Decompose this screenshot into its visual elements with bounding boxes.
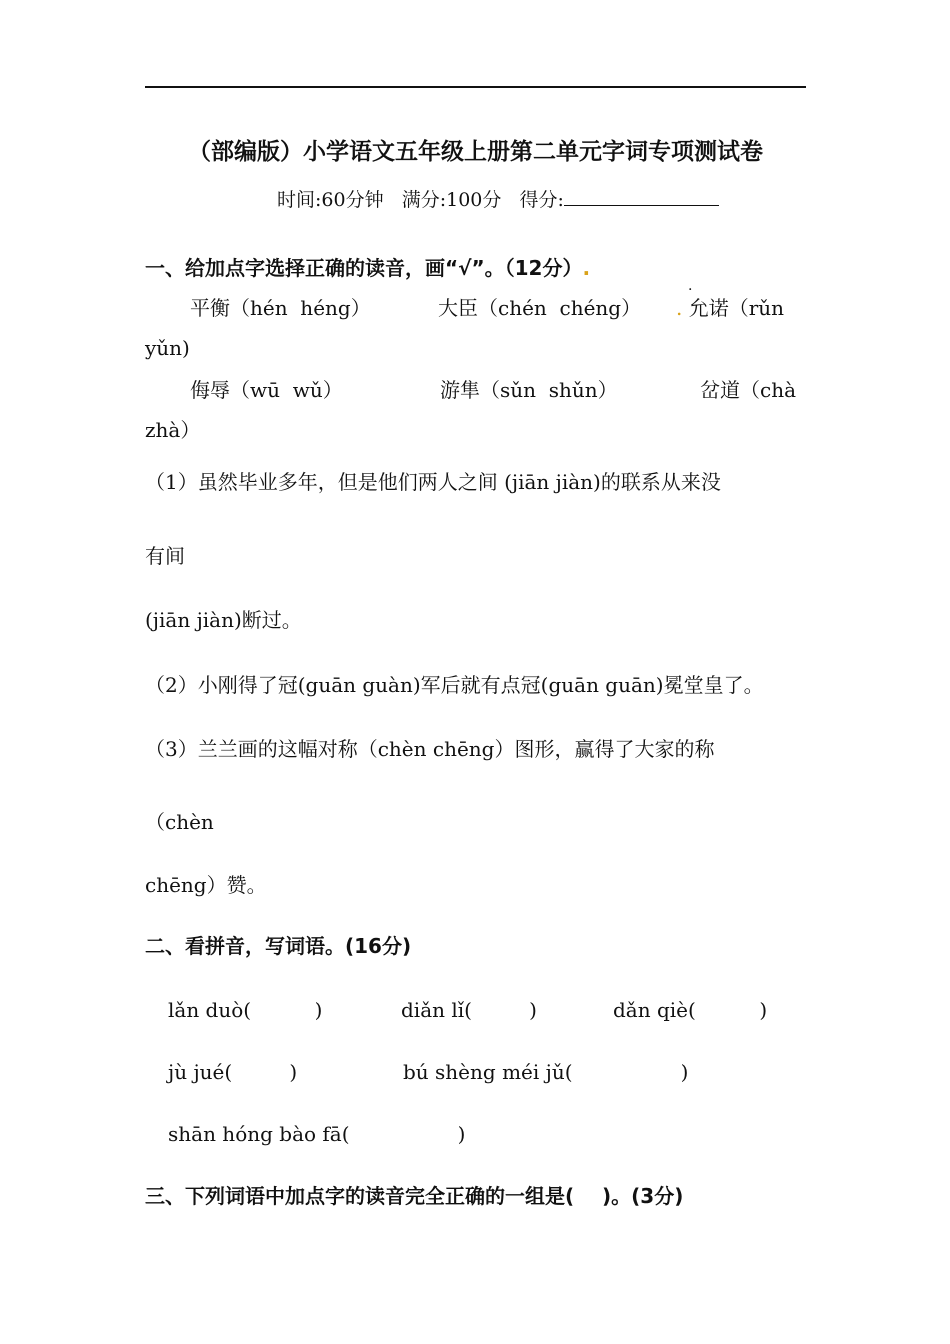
word-item-jujue[interactable]: jù jué( ) bbox=[168, 1060, 298, 1084]
exam-info bbox=[277, 187, 719, 212]
word-item-danqie[interactable]: dǎn qiè( ) bbox=[613, 998, 768, 1022]
word-item-bushengmeiju[interactable]: bú shèng méi jǔ( ) bbox=[403, 1060, 689, 1084]
question-2: （2）小刚得了冠(guān guàn)军后就有点冠(guān guān)冕堂皇了。 bbox=[145, 673, 764, 697]
pinyin-item-yousun: 游隼（sǔn shǔn） bbox=[440, 378, 618, 402]
question-1-line-2: 有间 bbox=[145, 544, 185, 568]
emphasis-dot: . bbox=[688, 278, 693, 294]
pinyin-item-yunnuo-wrap: yǔn) bbox=[145, 336, 190, 360]
pinyin-item-pingheng: 平衡（hén héng） bbox=[190, 296, 371, 320]
question-3-line-1: （3）兰兰画的这幅对称（chèn chēng）图形，赢得了大家的称 bbox=[145, 737, 715, 761]
section3-heading: 三、下列词语中加点字的读音完全正确的一组是( )。(3分) bbox=[145, 1184, 684, 1208]
question-3-line-3: chēng）赞。 bbox=[145, 873, 267, 897]
word-item-dianli[interactable]: diǎn lǐ( ) bbox=[401, 998, 537, 1022]
question-1-line-1: （1）虽然毕业多年，但是他们两人之间 (jiān jiàn)的联系从来没 bbox=[145, 470, 721, 494]
question-1-line-3: (jiān jiàn)断过。 bbox=[145, 608, 302, 632]
pinyin-item-chadao-wrap: zhà） bbox=[145, 418, 201, 442]
full-score: 满分:100分 bbox=[401, 189, 502, 211]
section1-heading: 一、给加点字选择正确的读音，画“√”。（12分）. bbox=[145, 256, 591, 280]
word-item-landuo[interactable]: lǎn duò( ) bbox=[168, 998, 323, 1022]
pinyin-item-wuru: 侮辱（wū wǔ） bbox=[190, 378, 343, 402]
page-title: （部编版）小学语文五年级上册第二单元字词专项测试卷 bbox=[188, 139, 763, 165]
pinyin-item-yunnuo: . 允诺（rǔn bbox=[676, 296, 785, 320]
time-limit: 时间:60分钟 bbox=[277, 189, 384, 211]
question-3-line-2: （chèn bbox=[145, 810, 214, 834]
score-label: 得分: bbox=[519, 189, 564, 211]
section2-heading: 二、看拼音，写词语。(16分) bbox=[145, 934, 412, 958]
word-item-shanhongbaofa[interactable]: shān hóng bào fā( ) bbox=[168, 1122, 466, 1146]
score-blank[interactable] bbox=[564, 187, 719, 206]
pinyin-item-chadao: 岔道（chà bbox=[700, 378, 797, 402]
header-rule bbox=[145, 86, 806, 88]
pinyin-item-dachen: 大臣（chén chéng） bbox=[438, 296, 642, 320]
